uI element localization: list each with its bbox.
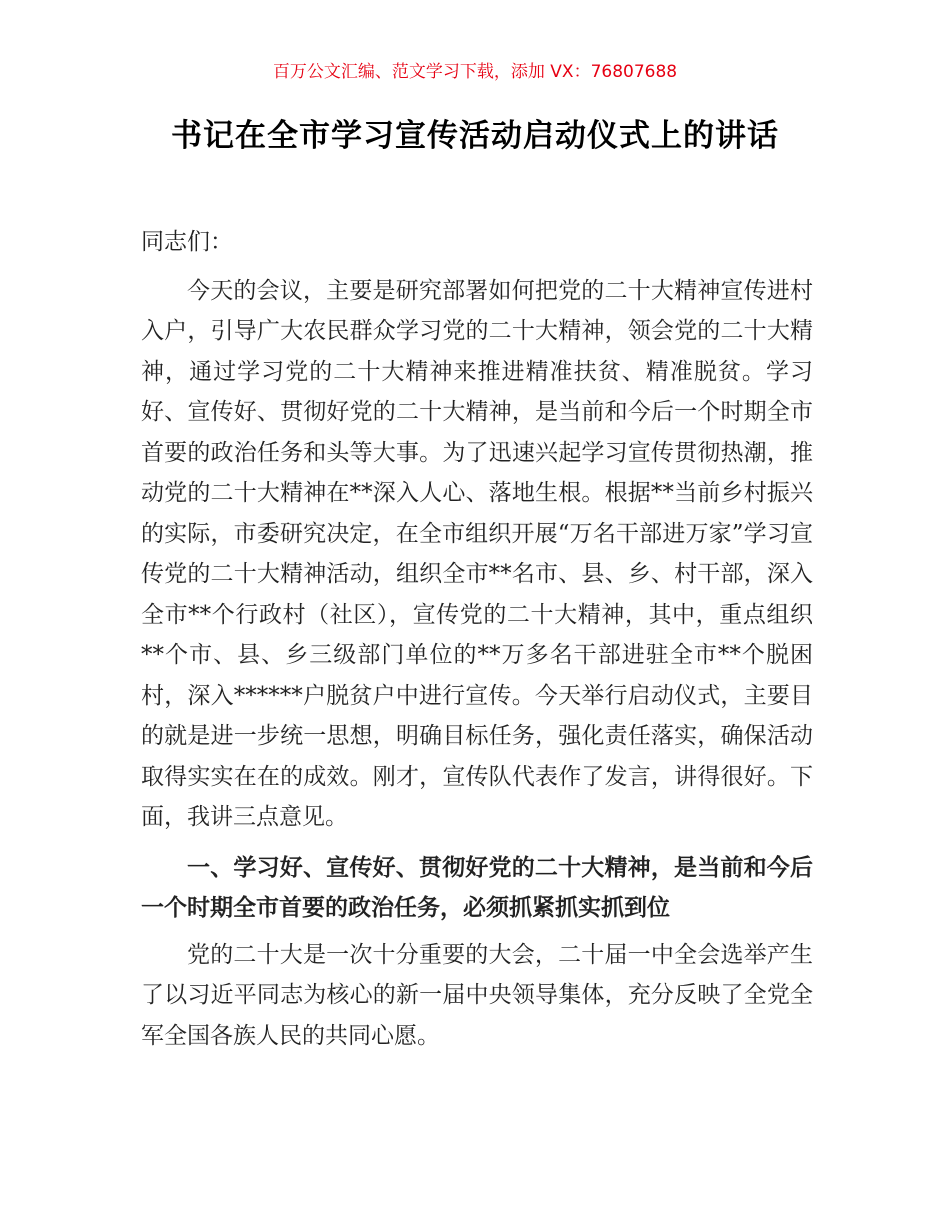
section-paragraph: 党的二十大是一次十分重要的大会，二十届一中全会选举产生了以习近平同志为核心的新一届中央领导集体，充分反映了全党全军全国各族人民的共同心愿。 xyxy=(141,941,813,1049)
salutation: 同志们： xyxy=(141,229,233,255)
document-body xyxy=(141,222,813,1056)
body-paragraph: 今天的会议，主要是研究部署如何把党的二十大精神宣传进村入户，引导广大农民群众学习党的二十大精神，领会党的二十大精神，通过学习党的二十大精神来推进精准扶贫、精准脱贫。学习好、宣传好、贯彻好党的二十大精神，是当前和今后一个时期全市首要的政治任务和头等大事。为了迅速兴起学习宣传贯彻热潮，推动党的二十大精神在**深入人心、落地生根。根据**当前乡村振兴的实际，市委研究决定，在全市组织开展“万名干部进万家”学习宣传党的二十大精神活动，组织全市**名市、县、乡、村干部，深入全市**个行政村（社区），宣传党的二十大精神，其中，重点组织**个市、县、乡三级部门单位的**万多名干部进驻全市**个脱困村，深入******户脱贫户中进行宣传。今天举行启动仪式，主要目的就是进一步统一思想，明确目标任务，强化责任落实，确保活动取得实实在在的成效。刚才，宣传队代表作了发言，讲得很好。下面，我讲三点意见。 xyxy=(141,277,813,830)
watermark-banner: 百万公文汇编、范文学习下载，添加 VX：76807688 xyxy=(272,62,678,82)
section-heading: 一、学习好、宣传好、贯彻好党的二十大精神，是当前和今后一个时期全市首要的政治任务，必须抓紧抓实抓到位 xyxy=(141,854,813,921)
document-title: 书记在全市学习宣传活动启动仪式上的讲话 xyxy=(171,118,779,154)
